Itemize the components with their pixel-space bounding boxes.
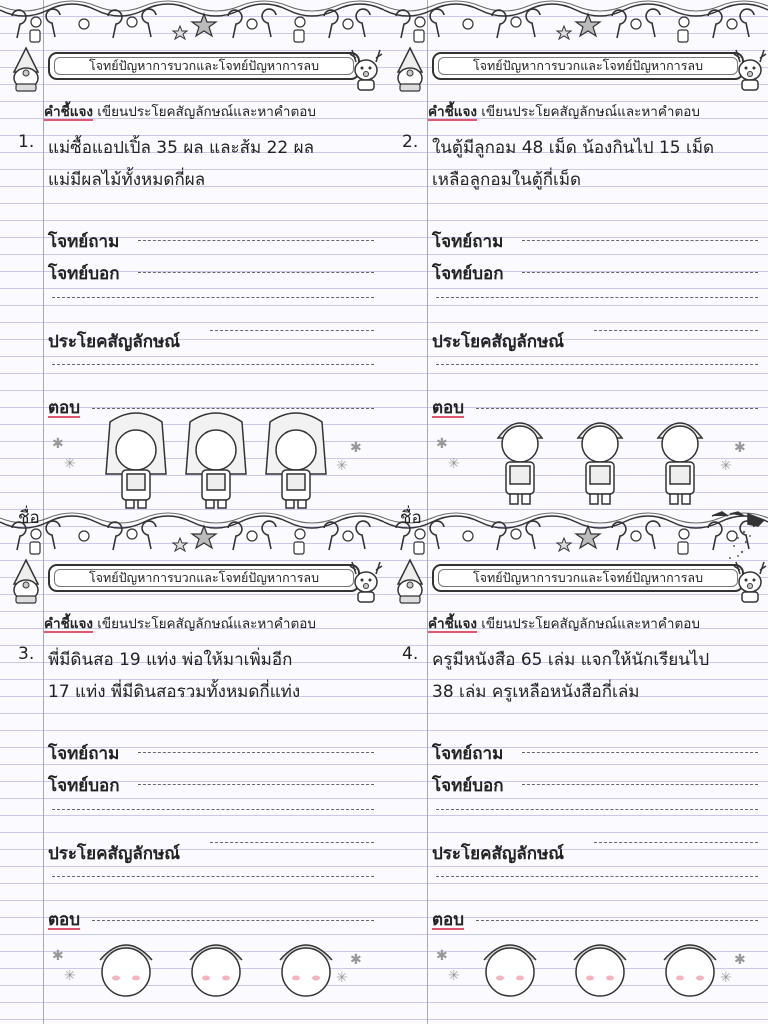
sleigh-icon — [708, 506, 768, 566]
answer-line-sentence-2[interactable] — [52, 876, 374, 877]
field-label-given: โจทย์บอก — [432, 776, 504, 796]
snowflake-icon: ✱ — [436, 948, 448, 964]
gnome-icon — [4, 556, 48, 604]
question-line-2: แม่มีผลไม้ทั้งหมดกี่ผล — [48, 170, 206, 190]
question-line-1: ครูมีหนังสือ 65 เล่ม แจกให้นักเรียนไป — [432, 650, 710, 670]
instruction — [44, 612, 380, 634]
snowflake-icon: ✱ — [52, 436, 64, 452]
answer-line-given-2[interactable] — [52, 297, 374, 298]
field-label-given: โจทย์บอก — [432, 264, 504, 284]
snowflake-icon: ✱ — [436, 436, 448, 452]
answer-line-sentence[interactable] — [210, 330, 374, 331]
instruction-label: คำชี้แจง — [44, 616, 93, 632]
gnome-icon — [388, 556, 432, 604]
field-label-answer: ตอบ — [432, 398, 465, 418]
answer-line-given[interactable] — [522, 272, 758, 273]
answer-line-sentence-2[interactable] — [436, 364, 758, 365]
instruction — [44, 100, 380, 122]
question-number: 3. — [18, 644, 35, 664]
worksheet-card-1 — [0, 0, 384, 512]
instruction-text: เขียนประโยคสัญลักษณ์และหาคำตอบ — [97, 104, 316, 120]
question-line-2: เหลือลูกอมในตู้กี่เม็ด — [432, 170, 582, 190]
answer-line-sentence[interactable] — [594, 842, 758, 843]
answer-line-final[interactable] — [92, 408, 374, 409]
worksheet-title: โจทย์ปัญหาการบวกและโจทย์ปัญหาการลบ — [432, 564, 744, 592]
field-label-answer: ตอบ — [48, 398, 81, 418]
snowflake-icon: ✳ — [720, 970, 732, 986]
question-text — [432, 644, 762, 708]
name-label: ชื่อ — [400, 508, 422, 528]
instruction-text: เขียนประโยคสัญลักษณ์และหาคำตอบ — [97, 616, 316, 632]
worksheet-card-2 — [384, 0, 768, 512]
instruction-text: เขียนประโยคสัญลักษณ์และหาคำตอบ — [481, 104, 700, 120]
instruction-label: คำชี้แจง — [428, 616, 477, 632]
snowflake-icon: ✱ — [734, 952, 746, 968]
answer-line-given[interactable] — [138, 784, 374, 785]
question-line-2: 38 เล่ม ครูเหลือหนังสือกี่เล่ม — [432, 682, 640, 702]
field-label-ask: โจทย์ถาม — [432, 744, 504, 764]
instruction — [428, 612, 764, 634]
field-label-sentence: ประโยคสัญลักษณ์ — [432, 332, 565, 352]
worksheet-title: โจทย์ปัญหาการบวกและโจทย์ปัญหาการลบ — [48, 52, 360, 80]
answer-line-sentence[interactable] — [210, 842, 374, 843]
answer-line-ask[interactable] — [138, 240, 374, 241]
field-label-sentence: ประโยคสัญลักษณ์ — [48, 844, 181, 864]
boys-illustration-icon — [480, 412, 720, 512]
snowflake-icon: ✱ — [734, 440, 746, 456]
answer-line-given[interactable] — [138, 272, 374, 273]
field-label-given: โจทย์บอก — [48, 776, 120, 796]
instruction-label: คำชี้แจง — [44, 104, 93, 120]
snowflake-icon: ✳ — [448, 456, 460, 472]
worksheet-title: โจทย์ปัญหาการบวกและโจทย์ปัญหาการลบ — [48, 564, 360, 592]
answer-line-final[interactable] — [476, 408, 758, 409]
answer-line-ask[interactable] — [522, 752, 758, 753]
question-line-1: แม่ซื้อแอปเปิ้ล 35 ผล และส้ม 22 ผล — [48, 138, 315, 158]
christmas-garland-icon — [0, 512, 384, 556]
field-label-ask: โจทย์ถาม — [48, 744, 120, 764]
field-label-sentence: ประโยคสัญลักษณ์ — [432, 844, 565, 864]
answer-line-final[interactable] — [476, 920, 758, 921]
snowflake-icon: ✳ — [64, 456, 76, 472]
reindeer-icon — [348, 556, 384, 604]
instruction-text: เขียนประโยคสัญลักษณ์และหาคำตอบ — [481, 616, 700, 632]
worksheet-title: โจทย์ปัญหาการบวกและโจทย์ปัญหาการลบ — [432, 52, 744, 80]
field-label-sentence: ประโยคสัญลักษณ์ — [48, 332, 181, 352]
name-label: ชื่อ — [18, 508, 40, 528]
girls-illustration-icon — [96, 412, 336, 512]
answer-line-ask[interactable] — [522, 240, 758, 241]
snowflake-icon: ✳ — [336, 970, 348, 986]
snowflake-icon: ✳ — [336, 458, 348, 474]
question-number: 2. — [402, 132, 419, 152]
answer-line-sentence-2[interactable] — [52, 364, 374, 365]
worksheet-card-4 — [384, 512, 768, 1024]
snowflake-icon: ✱ — [350, 952, 362, 968]
answer-line-given[interactable] — [522, 784, 758, 785]
snowflake-icon: ✳ — [64, 968, 76, 984]
question-number: 1. — [18, 132, 35, 152]
gnome-icon — [4, 44, 48, 92]
question-text — [48, 644, 378, 708]
new-year-kids-icon — [96, 930, 336, 1024]
answer-line-sentence-2[interactable] — [436, 876, 758, 877]
answer-line-final[interactable] — [92, 920, 374, 921]
answer-line-ask[interactable] — [138, 752, 374, 753]
field-label-ask: โจทย์ถาม — [48, 232, 120, 252]
gnome-icon — [388, 44, 432, 92]
question-text — [432, 132, 762, 196]
instruction — [428, 100, 764, 122]
question-text — [48, 132, 378, 196]
field-label-answer: ตอบ — [432, 910, 465, 930]
answer-line-given-2[interactable] — [52, 809, 374, 810]
christmas-garland-icon — [0, 0, 384, 44]
snowflake-icon: ✳ — [448, 968, 460, 984]
question-number: 4. — [402, 644, 419, 664]
snowflake-icon: ✳ — [720, 458, 732, 474]
new-year-kids-icon — [480, 930, 720, 1024]
snowflake-icon: ✱ — [52, 948, 64, 964]
question-line-1: ในตู้มีลูกอม 48 เม็ด น้องกินไป 15 เม็ด — [432, 138, 715, 158]
reindeer-icon — [348, 44, 384, 92]
field-label-given: โจทย์บอก — [48, 264, 120, 284]
question-line-1: พี่มีดินสอ 19 แท่ง พ่อให้มาเพิ่มอีก — [48, 650, 293, 670]
answer-line-given-2[interactable] — [436, 297, 758, 298]
reindeer-icon — [732, 44, 768, 92]
worksheet-card-3 — [0, 512, 384, 1024]
field-label-answer: ตอบ — [48, 910, 81, 930]
field-label-ask: โจทย์ถาม — [432, 232, 504, 252]
answer-line-given-2[interactable] — [436, 809, 758, 810]
instruction-label: คำชี้แจง — [428, 104, 477, 120]
snowflake-icon: ✱ — [350, 440, 362, 456]
answer-line-sentence[interactable] — [594, 330, 758, 331]
christmas-garland-icon — [384, 0, 768, 44]
question-line-2: 17 แท่ง พี่มีดินสอรวมทั้งหมดกี่แท่ง — [48, 682, 301, 702]
